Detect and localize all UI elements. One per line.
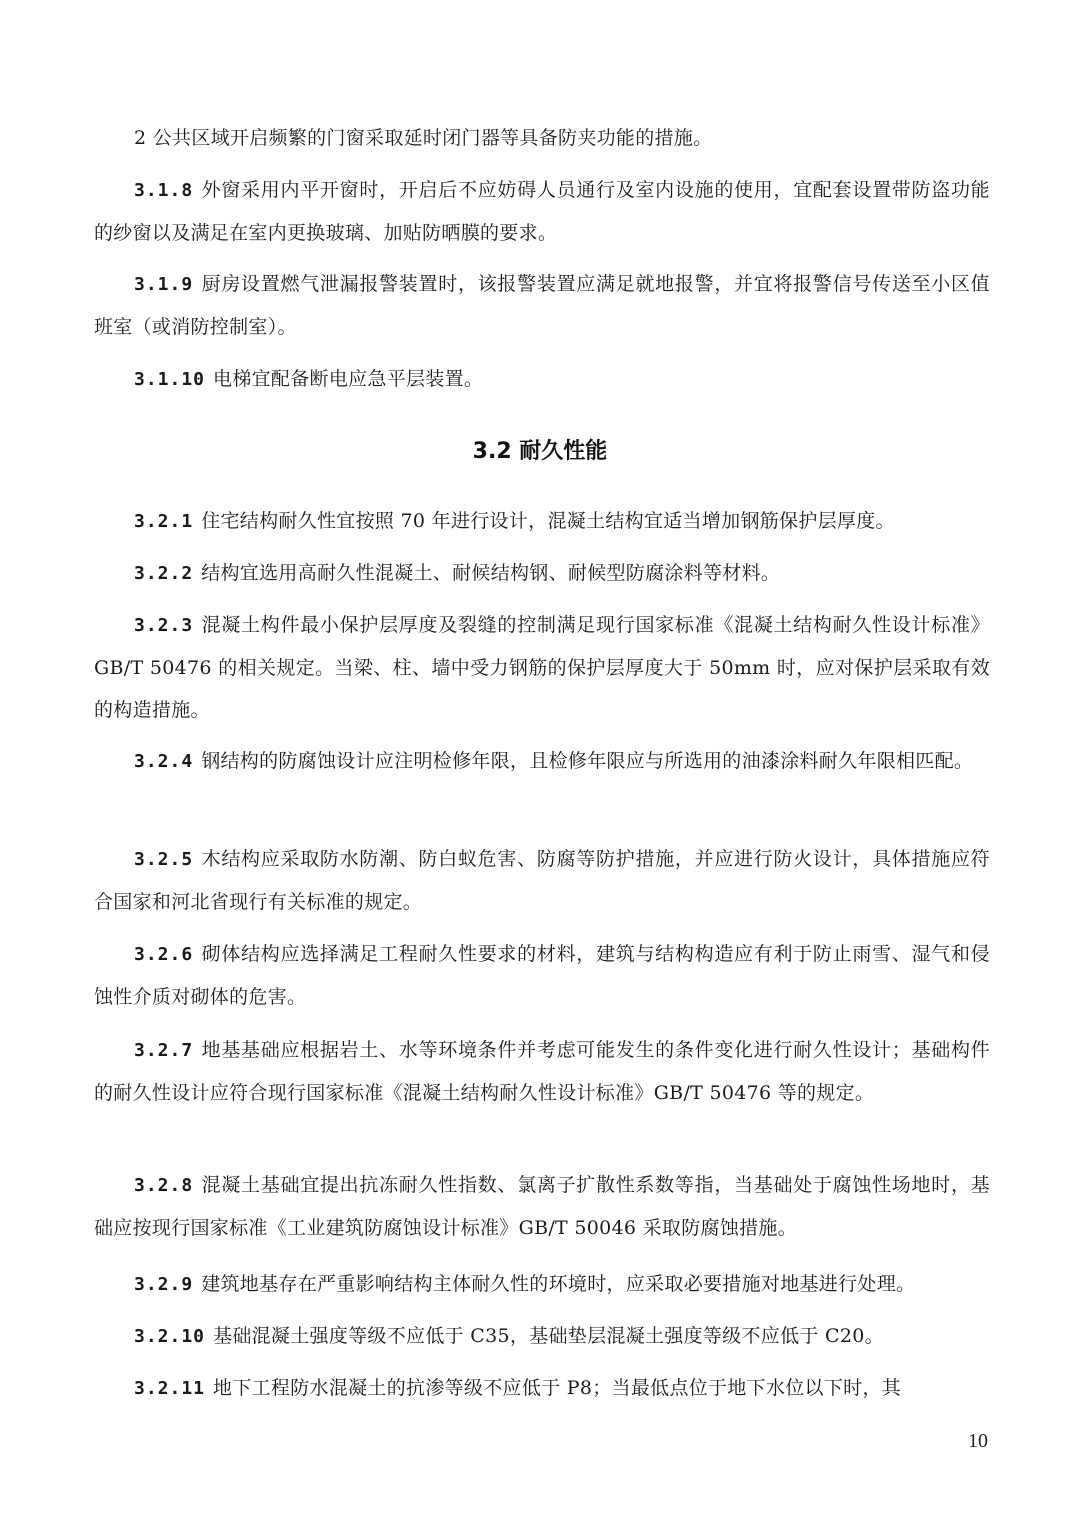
clause-number: 3.2.3 <box>134 615 194 636</box>
clause-number: 3.1.8 <box>134 180 194 201</box>
clause-number: 3.1.10 <box>134 369 206 390</box>
clause-number: 3.2.9 <box>134 1274 194 1295</box>
paragraph-3-2-5 <box>94 838 990 923</box>
paragraph-3-2-8 <box>94 1164 990 1249</box>
paragraph-3-1-10 <box>94 358 990 401</box>
clause-number: 3.2.7 <box>134 1040 194 1061</box>
clause-number: 3.2.8 <box>134 1175 194 1196</box>
clause-number: 3.2.4 <box>134 751 194 772</box>
paragraph-text: 厨房设置燃气泄漏报警装置时，该报警装置应满足就地报警，并宜将报警信号传送至小区值班室（或消防控制室）。 <box>94 273 990 338</box>
paragraph-text: 结构宜选用高耐久性混凝土、耐候结构钢、耐候型防腐涂料等材料。 <box>201 562 781 584</box>
paragraph-3-1-8 <box>94 169 990 254</box>
paragraph-text: 2 公共区域开启频繁的门窗采取延时闭门器等具备防夹功能的措施。 <box>134 127 713 149</box>
paragraph-text: 混凝土基础宜提出抗冻耐久性指数、氯离子扩散性系数等指，当基础处于腐蚀性场地时，基础应按现行国家标准《工业建筑防腐蚀设计标准》GB/T 50046 采取防腐蚀措施。 <box>94 1174 990 1239</box>
clause-number: 3.2.2 <box>134 563 194 584</box>
paragraph-3-2-3 <box>94 604 990 731</box>
paragraph-text: 住宅结构耐久性宜按照 70 年进行设计，混凝土结构宜适当增加钢筋保护层厚度。 <box>201 510 895 532</box>
paragraph-text: 混凝土构件最小保护层厚度及裂缝的控制满足现行国家标准《混凝土结构耐久性设计标准》GB/T 50476 的相关规定。当梁、柱、墙中受力钢筋的保护层厚度大于 50mm 时，应对保护层采取有效的构造措施。 <box>94 614 990 721</box>
clause-number: 3.2.1 <box>134 511 194 532</box>
section-heading: 3.2 耐久性能 <box>472 439 608 464</box>
paragraph-text: 木结构应采取防水防潮、防白蚁危害、防腐等防护措施，并应进行防火设计，具体措施应符合国家和河北省现行有关标准的规定。 <box>94 848 990 913</box>
paragraph-text: 外窗采用内平开窗时，开启后不应妨碍人员通行及室内设施的使用，宜配套设置带防盗功能的纱窗以及满足在室内更换玻璃、加贴防晒膜的要求。 <box>94 179 990 244</box>
paragraph-text: 地基基础应根据岩土、水等环境条件并考虑可能发生的条件变化进行耐久性设计；基础构件的耐久性设计应符合现行国家标准《混凝土结构耐久性设计标准》GB/T 50476 等的规定。 <box>94 1039 990 1104</box>
paragraph-text: 基础混凝土强度等级不应低于 C35，基础垫层混凝土强度等级不应低于 C20。 <box>213 1325 884 1347</box>
paragraph-3-2-9 <box>94 1263 990 1306</box>
paragraph-text: 砌体结构应选择满足工程耐久性要求的材料，建筑与结构构造应有利于防止雨雪、湿气和侵蚀性介质对砌体的危害。 <box>94 943 990 1008</box>
clause-number: 3.2.5 <box>134 849 194 870</box>
clause-number: 3.2.11 <box>134 1378 206 1399</box>
paragraph-3-1-9 <box>94 263 990 348</box>
clause-number: 3.2.10 <box>134 1326 206 1347</box>
paragraph-3-2-4 <box>94 740 990 783</box>
paragraph-3-2-11 <box>94 1367 990 1410</box>
paragraph-3-2-7 <box>94 1029 990 1114</box>
paragraph-3-1-7-item-2 <box>94 117 990 159</box>
paragraph-text: 电梯宜配备断电应急平层装置。 <box>213 368 484 390</box>
paragraph-3-2-6 <box>94 933 990 1018</box>
paragraph-text: 地下工程防水混凝土的抗渗等级不应低于 P8；当最低点位于地下水位以下时，其 <box>213 1377 902 1399</box>
paragraph-3-2-10 <box>94 1315 990 1358</box>
paragraph-text: 建筑地基存在严重影响结构主体耐久性的环境时，应采取必要措施对地基进行处理。 <box>201 1273 916 1295</box>
page-number: 10 <box>968 1430 988 1452</box>
paragraph-3-2-1 <box>94 500 990 543</box>
paragraph-3-2-2 <box>94 552 990 595</box>
clause-number: 3.2.6 <box>134 944 194 965</box>
clause-number: 3.1.9 <box>134 274 194 295</box>
paragraph-text: 钢结构的防腐蚀设计应注明检修年限，且检修年限应与所选用的油漆涂料耐久年限相匹配。 <box>201 750 974 772</box>
